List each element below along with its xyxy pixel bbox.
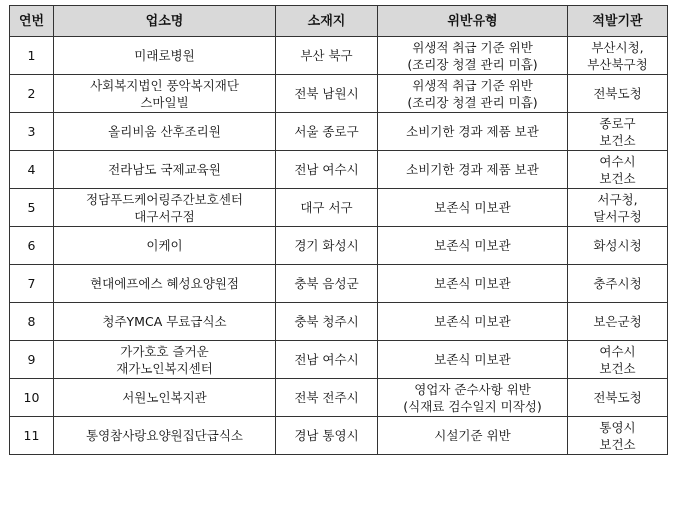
table-row [10,113,668,151]
cell-name [54,37,276,75]
cell-violation-type-line: 소비기한 경과 제품 보관 [406,162,539,177]
cell-name-line: 올리비움 산후조리원 [108,124,221,139]
cell-location [276,227,378,265]
cell-agency-line: 보건소 [599,132,636,148]
cell-violation-type [378,189,568,227]
cell-location [276,37,378,75]
header-name: 업소명 [54,6,276,37]
cell-violation-type [378,379,568,417]
cell-name [54,113,276,151]
cell-name-line: 현대에프에스 혜성요양원점 [90,276,239,291]
cell-no: 5 [10,189,54,227]
table-row [10,417,668,455]
cell-violation-type [378,75,568,113]
cell-location [276,303,378,341]
cell-violation-type-line: 보존식 미보관 [434,200,511,215]
cell-agency-line: 서구청, [597,191,638,207]
cell-no: 9 [10,341,54,379]
cell-violation-type-line: 위생적 취급 기준 위반 [412,77,533,93]
cell-agency [568,379,668,417]
table-row [10,265,668,303]
cell-violation-type [378,227,568,265]
cell-location-line: 전북 전주시 [294,390,359,405]
cell-agency-line: 부산시청, [591,39,644,55]
cell-name-line: 대구서구점 [134,208,195,224]
cell-location [276,75,378,113]
cell-agency [568,113,668,151]
cell-name [54,265,276,303]
violations-table-container [9,5,668,455]
cell-agency-line: 보건소 [599,436,636,452]
table-row [10,151,668,189]
cell-violation-type-line: 시설기준 위반 [434,428,511,443]
cell-location [276,151,378,189]
header-violation-type: 위반유형 [378,6,568,37]
cell-agency-line: 통영시 [599,419,636,435]
cell-no: 6 [10,227,54,265]
cell-violation-type [378,265,568,303]
cell-violation-type [378,151,568,189]
cell-agency-line: 여수시 [599,343,636,359]
table-header-row [10,6,668,37]
cell-agency-line: 보건소 [599,170,636,186]
violations-table [9,5,668,455]
cell-no: 1 [10,37,54,75]
cell-agency-line: 달서구청 [593,208,642,224]
cell-name-line: 서원노인복지관 [122,390,207,405]
table-row [10,189,668,227]
table-row [10,227,668,265]
cell-agency [568,265,668,303]
cell-no: 10 [10,379,54,417]
cell-agency-line: 보건소 [599,360,636,376]
cell-location-line: 충북 청주시 [294,314,359,329]
cell-location-line: 부산 북구 [300,48,353,63]
cell-no: 4 [10,151,54,189]
cell-violation-type-line: (식재료 검수일지 미작성) [403,398,542,414]
cell-name-line: 통영참사랑요양원집단급식소 [86,428,243,443]
cell-location [276,113,378,151]
cell-location [276,379,378,417]
table-row [10,341,668,379]
cell-agency [568,189,668,227]
cell-location-line: 충북 음성군 [294,276,359,291]
cell-location [276,265,378,303]
cell-location-line: 경남 통영시 [294,428,359,443]
cell-name-line: 미래로병원 [134,48,195,63]
cell-name [54,75,276,113]
cell-violation-type-line: 보존식 미보관 [434,238,511,253]
table-body [10,37,668,455]
cell-violation-type [378,113,568,151]
cell-name [54,303,276,341]
cell-agency [568,37,668,75]
cell-violation-type-line: 보존식 미보관 [434,352,511,367]
header-agency: 적발기관 [568,6,668,37]
header-no: 연번 [10,6,54,37]
cell-location [276,417,378,455]
cell-location [276,341,378,379]
cell-location-line: 대구 서구 [300,200,353,215]
cell-agency-line: 화성시청 [593,238,642,253]
cell-violation-type-line: 위생적 취급 기준 위반 [412,39,533,55]
cell-violation-type [378,417,568,455]
cell-location-line: 서울 종로구 [294,124,359,139]
cell-violation-type [378,303,568,341]
cell-agency-line: 전북도청 [593,86,642,101]
cell-name [54,379,276,417]
cell-name-line: 정담푸드케어링주간보호센터 [86,191,243,207]
cell-name-line: 사회복지법인 풍악복지재단 [90,77,239,93]
cell-location-line: 전남 여수시 [294,162,359,177]
cell-violation-type-line: (조리장 청결 관리 미흡) [407,94,538,110]
cell-agency [568,303,668,341]
cell-agency [568,151,668,189]
cell-violation-type [378,37,568,75]
cell-violation-type-line: 보존식 미보관 [434,314,511,329]
cell-location-line: 전북 남원시 [294,86,359,101]
table-row [10,379,668,417]
cell-no: 3 [10,113,54,151]
cell-violation-type-line: 보존식 미보관 [434,276,511,291]
cell-name [54,189,276,227]
cell-agency-line: 여수시 [599,153,636,169]
header-location: 소재지 [276,6,378,37]
cell-violation-type-line: 영업자 준수사항 위반 [414,381,531,397]
cell-name-line: 가가호호 즐거운 [120,343,209,359]
cell-name-line: 재가노인복지센터 [116,360,213,376]
cell-name [54,341,276,379]
cell-no: 11 [10,417,54,455]
cell-location [276,189,378,227]
cell-agency-line: 종로구 [599,115,636,131]
cell-agency [568,417,668,455]
cell-agency-line: 부산북구청 [587,56,648,72]
cell-name-line: 이케이 [146,238,183,253]
table-row [10,303,668,341]
table-row [10,37,668,75]
cell-no: 2 [10,75,54,113]
cell-location-line: 전남 여수시 [294,352,359,367]
cell-name-line: 전라남도 국제교육원 [108,162,221,177]
cell-name-line: 청주YMCA 무료급식소 [102,314,227,329]
cell-name [54,417,276,455]
cell-name [54,227,276,265]
cell-location-line: 경기 화성시 [294,238,359,253]
cell-violation-type [378,341,568,379]
cell-name-line: 스마일빌 [140,94,189,110]
cell-violation-type-line: 소비기한 경과 제품 보관 [406,124,539,139]
cell-agency [568,227,668,265]
table-row [10,75,668,113]
cell-agency-line: 충주시청 [593,276,642,291]
cell-agency-line: 보은군청 [593,314,642,329]
cell-agency [568,75,668,113]
cell-no: 8 [10,303,54,341]
cell-agency-line: 전북도청 [593,390,642,405]
cell-no: 7 [10,265,54,303]
cell-name [54,151,276,189]
cell-agency [568,341,668,379]
cell-violation-type-line: (조리장 청결 관리 미흡) [407,56,538,72]
